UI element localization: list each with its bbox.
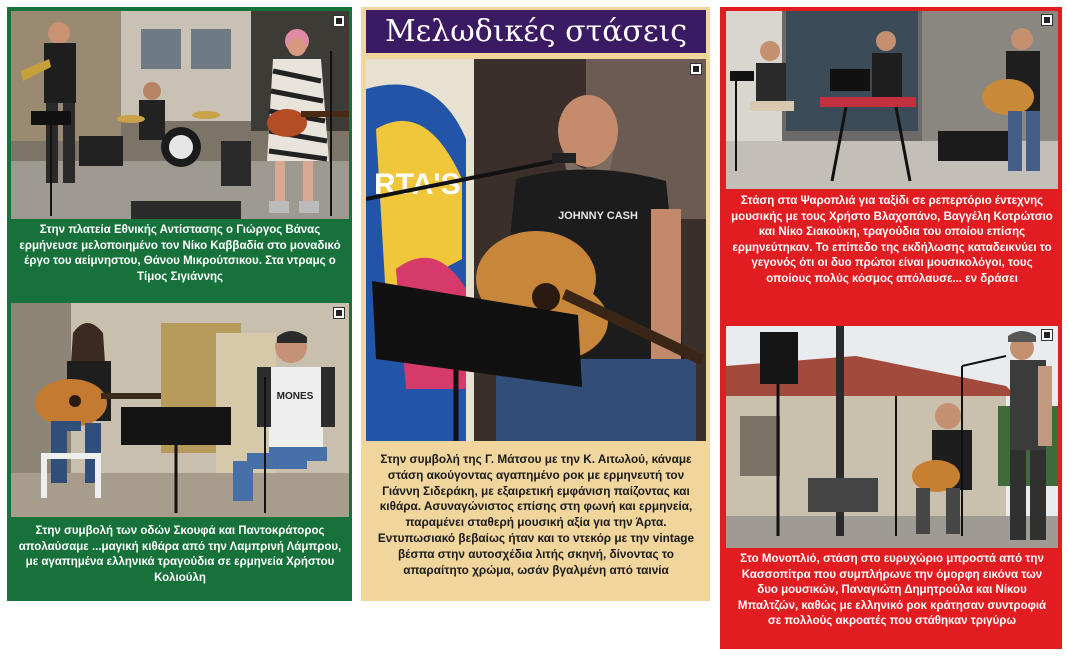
page-title: Μελωδικές στάσεις [366, 10, 706, 53]
photo-trio-indoor [726, 11, 1058, 189]
camera-icon [1041, 329, 1053, 341]
right-bottom-caption: Στο Μονοπλιό, στάση στο ευρυχώριο μπροστά από την Κασσοπίτρα που συμπλήρωνε την όμορφη εικόνα των δυο μουσικών, Παναγιώτη Δημητρούλα και Νίκου Μπαλτζών, καθώς με ελληνικό ροκ κράτησαν συντροφιά σε πολλούς ακροατές που στάθηκαν τριγύρω [737, 553, 1047, 627]
photo-rock-guitarist [366, 59, 706, 441]
left-bottom-caption: Στην συμβολή των οδών Σκουφά και Παντοκράτορος απολαύσαμε ...μαγική κιθάρα από την Λαμπρινή Λάμπρου, με αγαπημένα ελληνικά τραγούδια σε ερμηνεία Χρήστου Κολιούλη [18, 525, 342, 584]
camera-icon [1041, 14, 1053, 26]
right-top-caption: Στάση στα Ψαροπλιά για ταξίδι σε ρεπερτόριο έντεχνης μουσικής με τους Χρήστο Βλαχοπάνο, Βαγγέλη Κοτρώτσιο και Νίκο Σιακούκη, τραγούδια του οποίου επίσης ερμηνεύτηκαν. Το επίπεδο της εκδήλωσης καταδεικνύει το γεγονός ότι οι δυο πρώτοι είναι μουσικολόγοι, τους οποίους πολύς κόσμος απόλαυσε... εν δράσει [731, 195, 1053, 285]
photo-guitar-duo [11, 303, 349, 517]
center-caption: Στην συμβολή της Γ. Μάτσου με την Κ. Αιτωλού, κάναμε στάση ακούγοντας αγαπημένο ροκ με ερμηνευτή τον Γιάννη Σιδεράκη, με εξαιρετική εμφάνιση παίζοντας και κιθάρα. Ασυναγώνιστος επίσης στη φωνή και ερμηνεία, παραμένει σταθερή μουσική αξία για την Άρτα. Εντυπωσιακό βεβαίως ήταν και το ντεκόρ με την vintage βέσπα στην αυτοσχέδια λιτής σκηνή, δίνοντας το απαραίτητο χρώμα, ωσάν βγαλμένη από ταινία [377, 452, 695, 577]
camera-icon [690, 63, 702, 75]
camera-icon [333, 15, 345, 27]
photo-outdoor-duo [726, 326, 1058, 548]
camera-icon [333, 307, 345, 319]
poster-text: RTA'S [374, 168, 461, 201]
shirt-print-text: JOHNNY CASH [558, 210, 638, 222]
left-top-caption: Στην πλατεία Εθνικής Αντίστασης ο Γιώργος Βάνας ερμήνευσε μελοποιημένο τον Νίκο Καββαδία στο μοναδικό έργο του αείμνηστου, Θάνου Μικρούτσικου. Στα ντραμς ο Τίμος Σιγιάννης [19, 224, 341, 283]
tshirt-print-text: MONES [276, 391, 314, 402]
photo-square-concert [11, 11, 349, 219]
